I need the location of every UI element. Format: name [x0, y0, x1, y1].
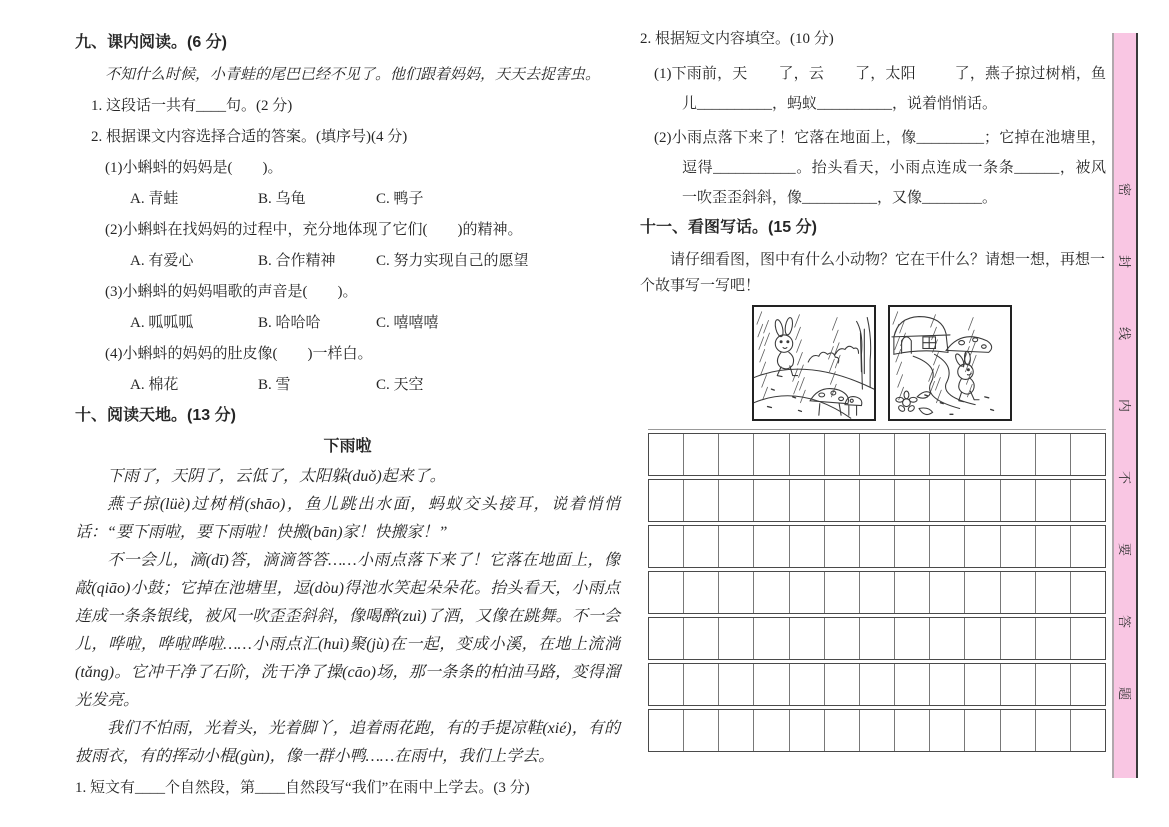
grid-cell	[930, 664, 965, 705]
grid-row	[648, 709, 1106, 752]
grid-cell	[1036, 434, 1071, 475]
hill-lines	[754, 369, 874, 418]
grid-cell	[860, 664, 895, 705]
grid-cell	[895, 434, 930, 475]
section-10-heading: 十、阅读天地。(13 分)	[75, 407, 236, 424]
grid-cell	[754, 572, 789, 613]
option-b: B. 雪	[258, 377, 291, 393]
grid-cell	[719, 526, 754, 567]
grid-cell	[719, 480, 754, 521]
grid-cell	[1071, 480, 1105, 521]
grid-cell	[790, 710, 825, 751]
seal-char: 封	[1117, 254, 1133, 269]
passage	[75, 463, 620, 771]
section-10-question-1: 1. 短文有____个自然段，第____自然段写“我们”在雨中上学去。(3 分)	[75, 780, 530, 796]
grid-cell	[1071, 710, 1105, 751]
path	[913, 354, 975, 408]
grid-cell	[649, 710, 684, 751]
bushes	[808, 346, 858, 363]
grid-cell	[684, 618, 719, 659]
grid-cell	[1036, 618, 1071, 659]
grid-cell	[790, 526, 825, 567]
seal-char: 不	[1117, 470, 1133, 485]
grid-cell	[825, 572, 860, 613]
grid-cell	[1001, 710, 1036, 751]
passage-paragraph-2: 燕子掠(lüè)过树梢(shāo)，鱼儿跳出水面，蚂蚁交头接耳，说着悄悄话：“要下雨啦，要下雨啦！快搬(bān)家！快搬家！”	[75, 496, 620, 541]
grid-cell	[790, 480, 825, 521]
grid-cell	[860, 526, 895, 567]
grid-cell	[1036, 480, 1071, 521]
grid-cell	[1036, 664, 1071, 705]
seal-char: 题	[1117, 686, 1133, 701]
grid-cell	[825, 434, 860, 475]
option-b: B. 合作精神	[258, 253, 336, 269]
grid-row	[648, 617, 1106, 660]
grid-cell	[754, 434, 789, 475]
grid-cell	[649, 480, 684, 521]
option-b: B. 哈哈哈	[258, 315, 321, 331]
grid-row	[648, 525, 1106, 568]
passage-title: 下雨啦	[323, 438, 372, 455]
grid-cell	[1071, 618, 1105, 659]
grid-cell	[930, 526, 965, 567]
subquestion-4-stem: (4)小蝌蚪的妈妈的肚皮像( )一样白。	[105, 346, 373, 362]
grid-cell	[754, 618, 789, 659]
option-a: A. 呱呱呱	[130, 315, 194, 331]
mushrooms	[810, 389, 862, 416]
grid-cell	[719, 710, 754, 751]
grid-cell	[965, 664, 1000, 705]
grid-cell	[825, 526, 860, 567]
option-c: C. 努力实现自己的愿望	[376, 253, 529, 269]
grid-cell	[684, 664, 719, 705]
grid-row	[648, 433, 1106, 476]
grid-cell	[860, 618, 895, 659]
house	[892, 317, 950, 355]
grid-cell	[965, 618, 1000, 659]
grid-cell	[1071, 434, 1105, 475]
passage-paragraph-3: 不一会儿，滴(dī)答，滴滴答答……小雨点落下来了！它落在地面上，像敲(qiāo)小鼓；它掉在池塘里，逗(dòu)得池水笑起朵朵花。抬头看天，小雨点连成一条条银线，被风一吹歪歪斜斜，像喝醉(zuì)了酒，又像在跳舞。不一会儿，哗啦，哗啦哗啦……小雨点汇(huì)聚(jù)在一起，变成小溪，在地上流淌(tǎng)。它冲干净了石阶，洗干净了操(cāo)场，那一条条的柏油马路，变得溜光发亮。	[75, 552, 620, 709]
option-a: A. 青蛙	[130, 191, 179, 207]
writing-grid	[648, 429, 1106, 752]
grid-row	[648, 479, 1106, 522]
option-b: B. 乌龟	[258, 191, 306, 207]
grid-cell	[825, 710, 860, 751]
grid-cell	[965, 480, 1000, 521]
grid-cell	[930, 480, 965, 521]
rabbit	[954, 351, 979, 402]
section-10-question-2-heading: 2. 根据短文内容填空。(10 分)	[640, 31, 834, 47]
subquestion-2-options	[130, 250, 620, 272]
grid-cell	[825, 664, 860, 705]
fill-blank-question-2: (2)小雨点落下来了！它落在地面上，像_________；它掉在池塘里，逗得___________。抬头看天，小雨点连成一条条______，被风一吹歪歪斜斜，像__________，又像________。	[654, 130, 1106, 206]
grid-cell	[1036, 710, 1071, 751]
grid-cell	[895, 618, 930, 659]
grid-row	[648, 663, 1106, 706]
subquestion-2-stem: (2)小蝌蚪在找妈妈的过程中，充分地体现了它们( )的精神。	[105, 222, 523, 238]
grid-cell	[684, 480, 719, 521]
grid-cell	[790, 434, 825, 475]
grid-cell	[930, 710, 965, 751]
grid-cell	[1001, 480, 1036, 521]
grid-cell	[895, 572, 930, 613]
grid-cell	[825, 618, 860, 659]
subquestion-1-stem: (1)小蝌蚪的妈妈是( )。	[105, 160, 283, 176]
seal-char: 答	[1117, 614, 1133, 629]
grid-cell	[790, 618, 825, 659]
grid-cell	[719, 572, 754, 613]
passage-paragraph-4: 我们不怕雨，光着头，光着脚丫，追着雨花跑，有的手提凉鞋(xié)，有的披雨衣，有的挥动小棍(gùn)，像一群小鸭……在雨中，我们上学去。	[75, 720, 620, 765]
option-c: C. 鸭子	[376, 191, 424, 207]
grid-cell	[965, 434, 1000, 475]
subquestion-4-options	[130, 374, 620, 396]
grid-cell	[1036, 572, 1071, 613]
grid-cell	[1001, 664, 1036, 705]
grid-cell	[860, 572, 895, 613]
grid-cell	[965, 710, 1000, 751]
grid-cell	[930, 434, 965, 475]
grid-cell	[719, 664, 754, 705]
subquestion-3-options	[130, 312, 620, 334]
grid-cell	[860, 434, 895, 475]
right-column	[640, 28, 1106, 755]
grid-cell	[649, 618, 684, 659]
section-11-heading: 十一、看图写话。(15 分)	[640, 219, 817, 236]
grid-cell	[719, 434, 754, 475]
grid-cell	[684, 526, 719, 567]
grid-cell	[895, 710, 930, 751]
grid-row	[648, 571, 1106, 614]
option-c: C. 天空	[376, 377, 424, 393]
grid-cell	[790, 572, 825, 613]
grid-cell	[965, 572, 1000, 613]
section-9-question-1: 1. 这段话一共有____句。(2 分)	[91, 98, 293, 114]
seal-line-strip	[1112, 33, 1138, 778]
ground-dots	[768, 389, 802, 411]
grid-cell	[684, 572, 719, 613]
seal-char: 内	[1117, 398, 1133, 413]
option-a: A. 有爱心	[130, 253, 194, 269]
grid-cell	[649, 664, 684, 705]
section-9-excerpt: 不知什么时候，小青蛙的尾巴已经不见了。他们跟着妈妈，天天去捉害虫。	[105, 67, 601, 83]
section-9-heading: 九、课内阅读。(6 分)	[75, 34, 228, 51]
subquestion-1-options	[130, 188, 620, 210]
seal-char: 线	[1117, 326, 1133, 341]
flowers	[896, 391, 933, 414]
grid-cell	[1071, 664, 1105, 705]
grid-cell	[1001, 434, 1036, 475]
rain-lines	[893, 312, 976, 403]
grid-cell	[1036, 526, 1071, 567]
option-a: A. 棉花	[130, 377, 179, 393]
seal-char: 要	[1117, 542, 1133, 557]
grid-cell	[930, 618, 965, 659]
grid-cell	[825, 480, 860, 521]
subquestion-3-stem: (3)小蝌蚪的妈妈唱歌的声音是( )。	[105, 284, 358, 300]
grid-cell	[754, 526, 789, 567]
illustration-2-rabbit-mushroom-umbrella	[888, 305, 1012, 421]
grid-cell	[1071, 526, 1105, 567]
grid-cell	[1001, 618, 1036, 659]
grid-cell	[860, 710, 895, 751]
fill-blank-question-1: (1)下雨前，天 了，云 了，太阳 了，燕子掠过树梢，鱼儿__________，蚂蚁__________，说着悄悄话。	[654, 66, 1106, 112]
grid-cell	[754, 480, 789, 521]
grid-cell	[754, 710, 789, 751]
grid-cell	[719, 618, 754, 659]
section-11-instruction: 请仔细看图，图中有什么小动物？它在干什么？请想一想，再想一个故事写一写吧！	[640, 252, 1106, 294]
grid-cell	[895, 664, 930, 705]
grid-cell	[790, 664, 825, 705]
grid-cell	[754, 664, 789, 705]
grid-cell	[895, 480, 930, 521]
grid-cell	[684, 434, 719, 475]
grid-cell	[860, 480, 895, 521]
illustration-1-rabbit-in-rain	[752, 305, 876, 421]
grid-cell	[965, 526, 1000, 567]
grid-cell	[895, 526, 930, 567]
grid-cell	[930, 572, 965, 613]
left-column	[75, 28, 620, 808]
passage-paragraph-1: 下雨了，天阴了，云低了，太阳躲(duǒ)起来了。	[107, 468, 446, 485]
seal-char: 密	[1117, 182, 1133, 197]
illustrations	[752, 305, 1106, 421]
grid-cell	[1001, 572, 1036, 613]
section-9-question-2: 2. 根据课文内容选择合适的答案。(填序号)(4 分)	[91, 129, 408, 145]
grid-cell	[684, 710, 719, 751]
grid-cell	[1071, 572, 1105, 613]
rabbit	[774, 317, 798, 376]
option-c: C. 嘻嘻嘻	[376, 315, 439, 331]
grid-cell	[1001, 526, 1036, 567]
grid-cell	[649, 434, 684, 475]
grid-cell	[649, 526, 684, 567]
grid-cell	[649, 572, 684, 613]
